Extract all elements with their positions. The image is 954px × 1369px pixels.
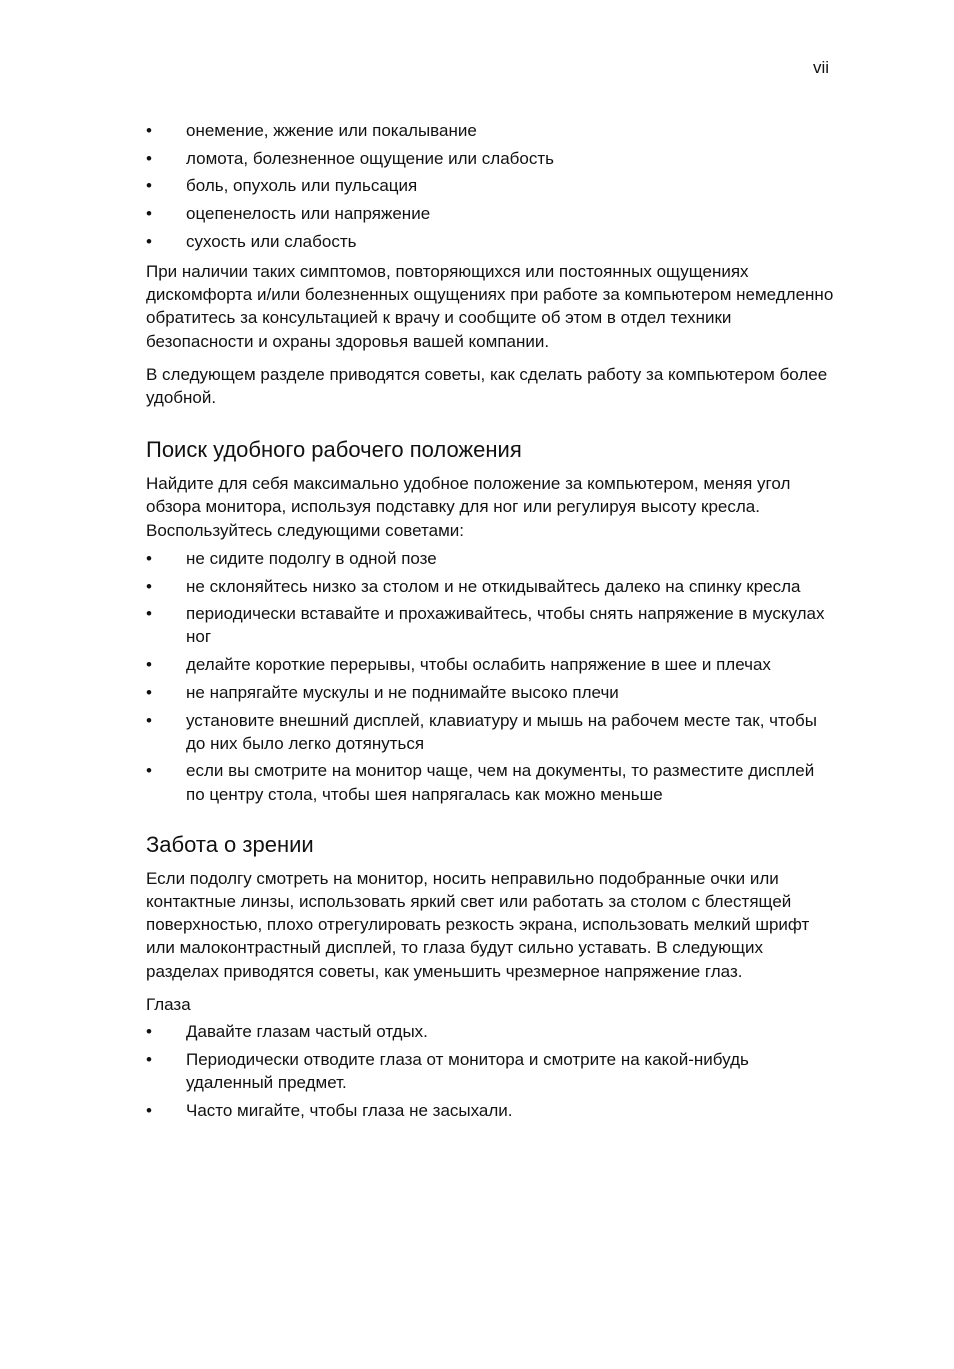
bullet-icon: • (146, 710, 152, 730)
list-item (146, 119, 836, 142)
list-item (146, 575, 836, 598)
list-item (146, 709, 836, 755)
page-number: vii (812, 58, 829, 77)
bullet-icon: • (146, 231, 152, 251)
list-item-text: Часто мигайте, чтобы глаза не засыхали. (186, 1100, 513, 1120)
bullet-icon: • (146, 576, 152, 596)
list-item-text: не напрягайте мускулы и не поднимайте высоко плечи (186, 682, 619, 702)
subheading: Глаза (146, 994, 191, 1014)
list-item-text: боль, опухоль или пульсация (186, 176, 418, 196)
bullet-icon: • (146, 148, 152, 168)
bullet-icon: • (146, 1022, 152, 1042)
list-item-text: не склоняйтесь низко за столом и не откидывайтесь далеко на спинку кресла (186, 576, 801, 596)
list-item-text: Давайте глазам частый отдых. (186, 1022, 428, 1042)
list-item-text: сухость или слабость (186, 231, 357, 251)
list-item (146, 1099, 836, 1122)
list-item-text: периодически вставайте и прохаживайтесь, чтобы снять напряжение в мускулах ног (186, 604, 825, 647)
list-item-text: если вы смотрите на монитор чаще, чем на документы, то разместите дисплей по центру стола, чтобы шея напрягалась как можно меньше (186, 761, 815, 804)
list-item (146, 174, 836, 197)
list-item (146, 202, 836, 225)
list-item (146, 681, 836, 704)
paragraph: Если подолгу смотреть на монитор, носить неправильно подобранные очки или контактные линзы, использовать яркий свет или работать за столом с блестящей поверхностью, плохо отрегулировать резкость экрана, использовать мелкий шрифт или малоконтрастный дисплей, то глаза будут сильно уставать. В следующих разделах приводятся советы, как уменьшить чрезмерное напряжение глаз. (146, 868, 810, 981)
list-item-text: делайте короткие перерывы, чтобы ослабить напряжение в шее и плечах (186, 655, 771, 675)
paragraph: Найдите для себя максимально удобное положение за компьютером, меняя угол обзора монитора, используя подставку для ног или регулируя высоту кресла. Воспользуйтесь следующими советами: (146, 474, 791, 540)
paragraph: В следующем разделе приводятся советы, как сделать работу за компьютером более удобной. (146, 364, 828, 408)
section-heading: Забота о зрении (146, 831, 314, 857)
document-body (146, 119, 836, 1126)
bullet-icon: • (146, 1049, 152, 1069)
bullet-icon: • (146, 204, 152, 224)
section-heading: Поиск удобного рабочего положения (146, 437, 522, 463)
list-item (146, 759, 836, 805)
list-item (146, 147, 836, 170)
list-item (146, 1048, 836, 1094)
eye-tips-list (146, 1020, 836, 1122)
bullet-icon: • (146, 682, 152, 702)
bullet-icon: • (146, 176, 152, 196)
symptom-list (146, 119, 836, 253)
list-item (146, 602, 836, 648)
posture-tips-list (146, 547, 836, 806)
list-item (146, 230, 836, 253)
bullet-icon: • (146, 548, 152, 568)
bullet-icon: • (146, 655, 152, 675)
list-item-text: онемение, жжение или покалывание (186, 121, 477, 140)
list-item (146, 1020, 836, 1043)
bullet-icon: • (146, 1100, 152, 1120)
list-item (146, 653, 836, 676)
bullet-icon: • (146, 604, 152, 624)
list-item (146, 547, 836, 570)
list-item-text: не сидите подолгу в одной позе (186, 548, 437, 568)
bullet-icon: • (146, 761, 152, 781)
list-item-text: оцепенелость или напряжение (186, 204, 431, 224)
list-item-text: ломота, болезненное ощущение или слабость (186, 148, 554, 168)
list-item-text: установите внешний дисплей, клавиатуру и мышь на рабочем месте так, чтобы до них было легко дотянуться (186, 710, 818, 753)
bullet-icon: • (146, 121, 152, 140)
paragraph: При наличии таких симптомов, повторяющихся или постоянных ощущениях дискомфорта и/или болезненных ощущениях при работе за компьютером немедленно обратитесь за консультацией к врачу и сообщите об этом в отдел техники безопасности и охраны здоровья вашей компании. (146, 262, 834, 351)
list-item-text: Периодически отводите глаза от монитора и смотрите на какой-нибудь удаленный предмет. (186, 1049, 749, 1092)
